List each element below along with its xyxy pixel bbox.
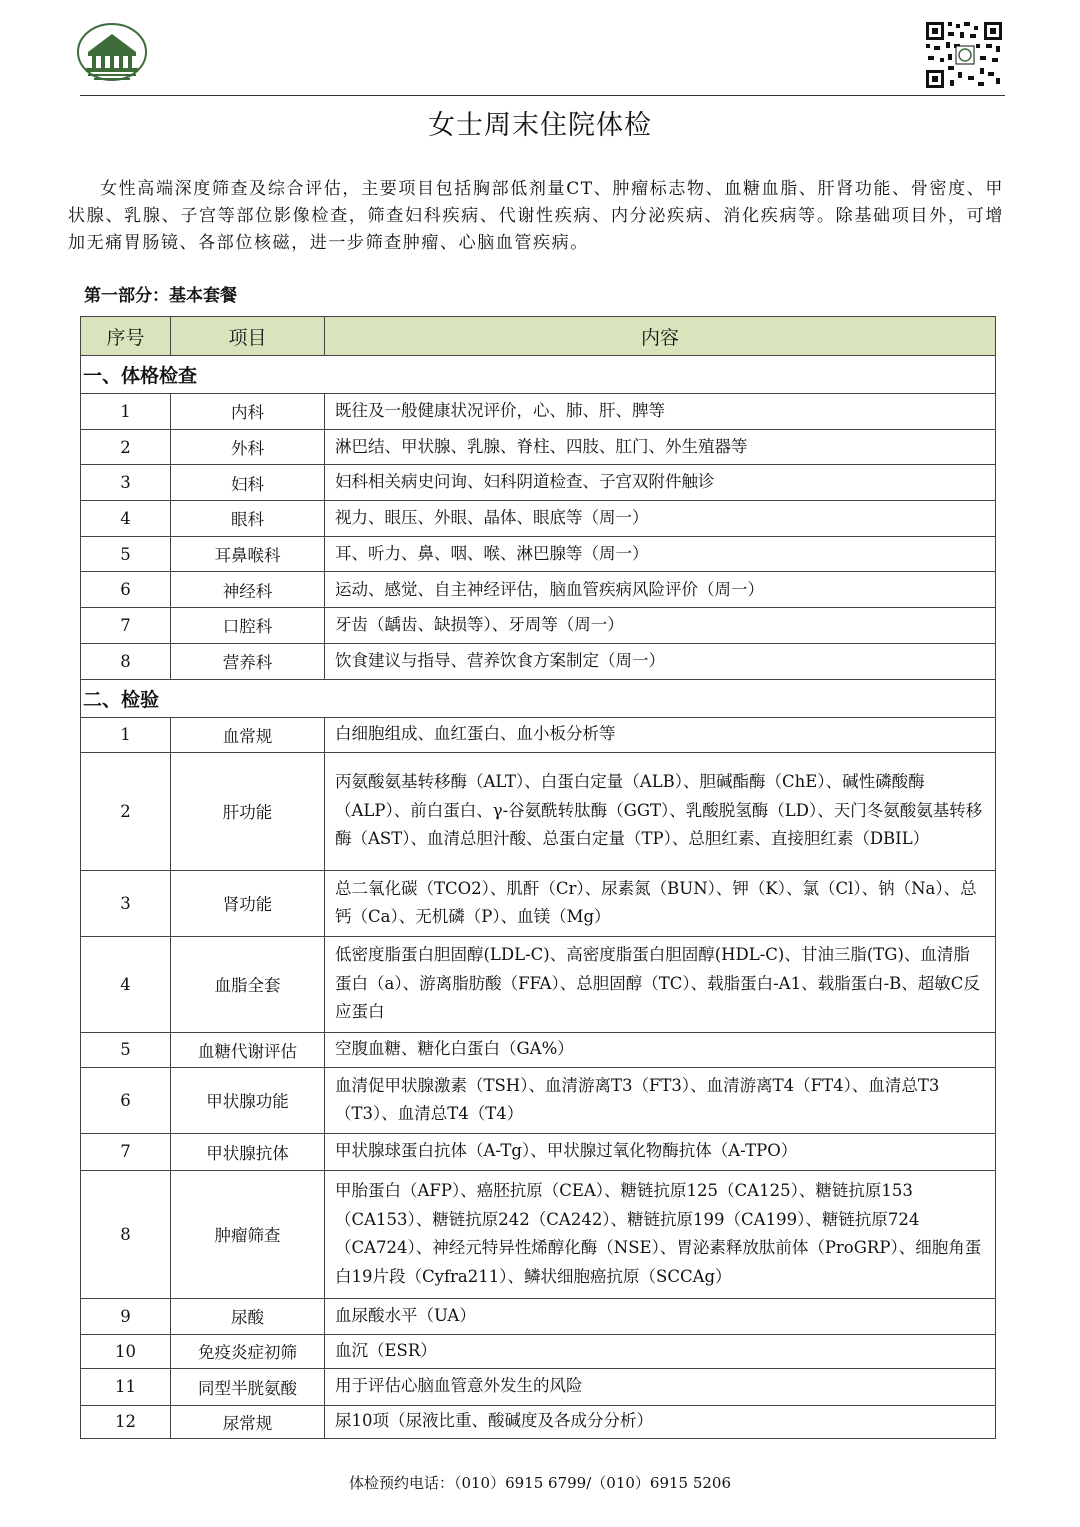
table-row (81, 536, 996, 572)
cell-item: 同型半胱氨酸 (171, 1368, 325, 1405)
cell-item: 甲状腺功能 (171, 1067, 325, 1133)
qr-code-icon (924, 20, 1004, 90)
group-title: 二、检验 (81, 679, 996, 717)
cell-content: 低密度脂蛋白胆固醇(LDL-C)、高密度脂蛋白胆固醇(HDL-C)、甘油三脂(TG)、血清脂蛋白（a）、游离脂肪酸（FFA）、总胆固醇（TC）、载脂蛋白-A1、载脂蛋白-B、超敏C反应蛋白 (325, 936, 996, 1032)
table-row (81, 1368, 996, 1405)
cell-content: 血清促甲状腺激素（TSH）、血清游离T3（FT3）、血清游离T4（FT4）、血清总T3（T3）、血清总T4（T4） (325, 1067, 996, 1133)
cell-no: 3 (81, 465, 171, 501)
cell-content: 白细胞组成、血红蛋白、血小板分析等 (325, 717, 996, 752)
table-row (81, 1032, 996, 1067)
cell-content: 总二氧化碳（TCO2）、肌酐（Cr）、尿素氮（BUN）、钾（K）、氯（Cl）、钠（Na）、总钙（Ca）、无机磷（P）、血镁（Mg） (325, 870, 996, 936)
cell-item: 尿酸 (171, 1298, 325, 1334)
table-row (81, 1067, 996, 1133)
group-title: 一、体格检查 (81, 356, 996, 394)
header-item: 项目 (171, 317, 325, 356)
table-row (81, 643, 996, 679)
cell-no: 2 (81, 429, 171, 465)
header-rule (80, 95, 1005, 96)
cell-item: 口腔科 (171, 608, 325, 644)
table-row (81, 717, 996, 752)
cell-no: 4 (81, 501, 171, 537)
table-row (81, 429, 996, 465)
table-row (81, 1405, 996, 1438)
exam-table (80, 316, 996, 1439)
cell-content: 用于评估心脑血管意外发生的风险 (325, 1368, 996, 1405)
cell-content: 尿10项（尿液比重、酸碱度及各成分分析） (325, 1405, 996, 1438)
cell-no: 8 (81, 643, 171, 679)
table-row (81, 936, 996, 1032)
cell-no: 8 (81, 1170, 171, 1298)
cell-item: 血糖代谢评估 (171, 1032, 325, 1067)
cell-content: 视力、眼压、外眼、晶体、眼底等（周一） (325, 501, 996, 537)
cell-no: 7 (81, 1133, 171, 1170)
cell-item: 内科 (171, 394, 325, 430)
cell-item: 肝功能 (171, 752, 325, 870)
cell-no: 3 (81, 870, 171, 936)
section-heading: 第一部分：基本套餐 (84, 286, 237, 306)
cell-no: 5 (81, 536, 171, 572)
table-row (81, 608, 996, 644)
cell-no: 12 (81, 1405, 171, 1438)
table-row (81, 501, 996, 537)
cell-content: 空腹血糖、糖化白蛋白（GA%） (325, 1032, 996, 1067)
booking-phone: 体检预约电话：（010）6915 6799/（010）6915 5206 (348, 1474, 732, 1492)
cell-no: 10 (81, 1334, 171, 1368)
table-row (81, 1298, 996, 1334)
cell-no: 1 (81, 394, 171, 430)
cell-item: 眼科 (171, 501, 325, 537)
cell-item: 肿瘤筛查 (171, 1170, 325, 1298)
table-row (81, 870, 996, 936)
cell-item: 妇科 (171, 465, 325, 501)
cell-item: 尿常规 (171, 1405, 325, 1438)
table-row (81, 1334, 996, 1368)
cell-item: 血常规 (171, 717, 325, 752)
cell-item: 神经科 (171, 572, 325, 608)
header-no: 序号 (81, 317, 171, 356)
table-row (81, 1133, 996, 1170)
table-group-row (81, 679, 996, 717)
cell-content: 血尿酸水平（UA） (325, 1298, 996, 1334)
cell-no: 6 (81, 1067, 171, 1133)
cell-content: 血沉（ESR） (325, 1334, 996, 1368)
table-row (81, 1170, 996, 1298)
table-row (81, 752, 996, 870)
hospital-logo (74, 22, 150, 88)
cell-content: 饮食建议与指导、营养饮食方案制定（周一） (325, 643, 996, 679)
cell-item: 免疫炎症初筛 (171, 1334, 325, 1368)
page-title: 女士周末住院体检 (428, 110, 652, 141)
cell-no: 1 (81, 717, 171, 752)
cell-no: 11 (81, 1368, 171, 1405)
cell-content: 妇科相关病史问询、妇科阴道检查、子宫双附件触诊 (325, 465, 996, 501)
table-row (81, 394, 996, 430)
cell-no: 6 (81, 572, 171, 608)
cell-item: 血脂全套 (171, 936, 325, 1032)
cell-content: 淋巴结、甲状腺、乳腺、脊柱、四肢、肛门、外生殖器等 (325, 429, 996, 465)
header-content: 内容 (325, 317, 996, 356)
cell-content: 甲状腺球蛋白抗体（A-Tg）、甲状腺过氧化物酶抗体（A-TPO） (325, 1133, 996, 1170)
intro-paragraph: 女性高端深度筛查及综合评估，主要项目包括胸部低剂量CT、肿瘤标志物、血糖血脂、肝肾功能、骨密度、甲状腺、乳腺、子宫等部位影像检查，筛查妇科疾病、代谢性疾病、内分泌疾病、消化疾病等。除基础项目外，可增加无痛胃肠镜、各部位核磁，进一步筛查肿瘤、心脑血管疾病。 (68, 179, 1004, 253)
cell-no: 4 (81, 936, 171, 1032)
table-row (81, 465, 996, 501)
cell-item: 甲状腺抗体 (171, 1133, 325, 1170)
table-header-row (81, 317, 996, 356)
cell-content: 牙齿（龋齿、缺损等）、牙周等（周一） (325, 608, 996, 644)
cell-item: 外科 (171, 429, 325, 465)
cell-content: 甲胎蛋白（AFP）、癌胚抗原（CEA）、糖链抗原125（CA125）、糖链抗原153（CA153）、糖链抗原242（CA242）、糖链抗原199（CA199）、糖链抗原724（CA724）、神经元特异性烯醇化酶（NSE）、胃泌素释放肽前体（ProGRP）、细胞角蛋白19片段（Cyfra211）、鳞状细胞癌抗原（SCCAg） (325, 1170, 996, 1298)
table-row (81, 572, 996, 608)
cell-no: 9 (81, 1298, 171, 1334)
cell-content: 既往及一般健康状况评价，心、肺、肝、脾等 (325, 394, 996, 430)
cell-content: 丙氨酸氨基转移酶（ALT）、白蛋白定量（ALB）、胆碱酯酶（ChE）、碱性磷酸酶（ALP）、前白蛋白、γ-谷氨酰转肽酶（GGT）、乳酸脱氢酶（LD）、天门冬氨酸氨基转移酶（AST）、血清总胆汁酸、总蛋白定量（TP）、总胆红素、直接胆红素（DBIL） (325, 752, 996, 870)
cell-no: 5 (81, 1032, 171, 1067)
cell-item: 耳鼻喉科 (171, 536, 325, 572)
cell-no: 7 (81, 608, 171, 644)
cell-item: 营养科 (171, 643, 325, 679)
table-group-row (81, 356, 996, 394)
cell-content: 运动、感觉、自主神经评估，脑血管疾病风险评价（周一） (325, 572, 996, 608)
cell-item: 肾功能 (171, 870, 325, 936)
cell-no: 2 (81, 752, 171, 870)
cell-content: 耳、听力、鼻、咽、喉、淋巴腺等（周一） (325, 536, 996, 572)
